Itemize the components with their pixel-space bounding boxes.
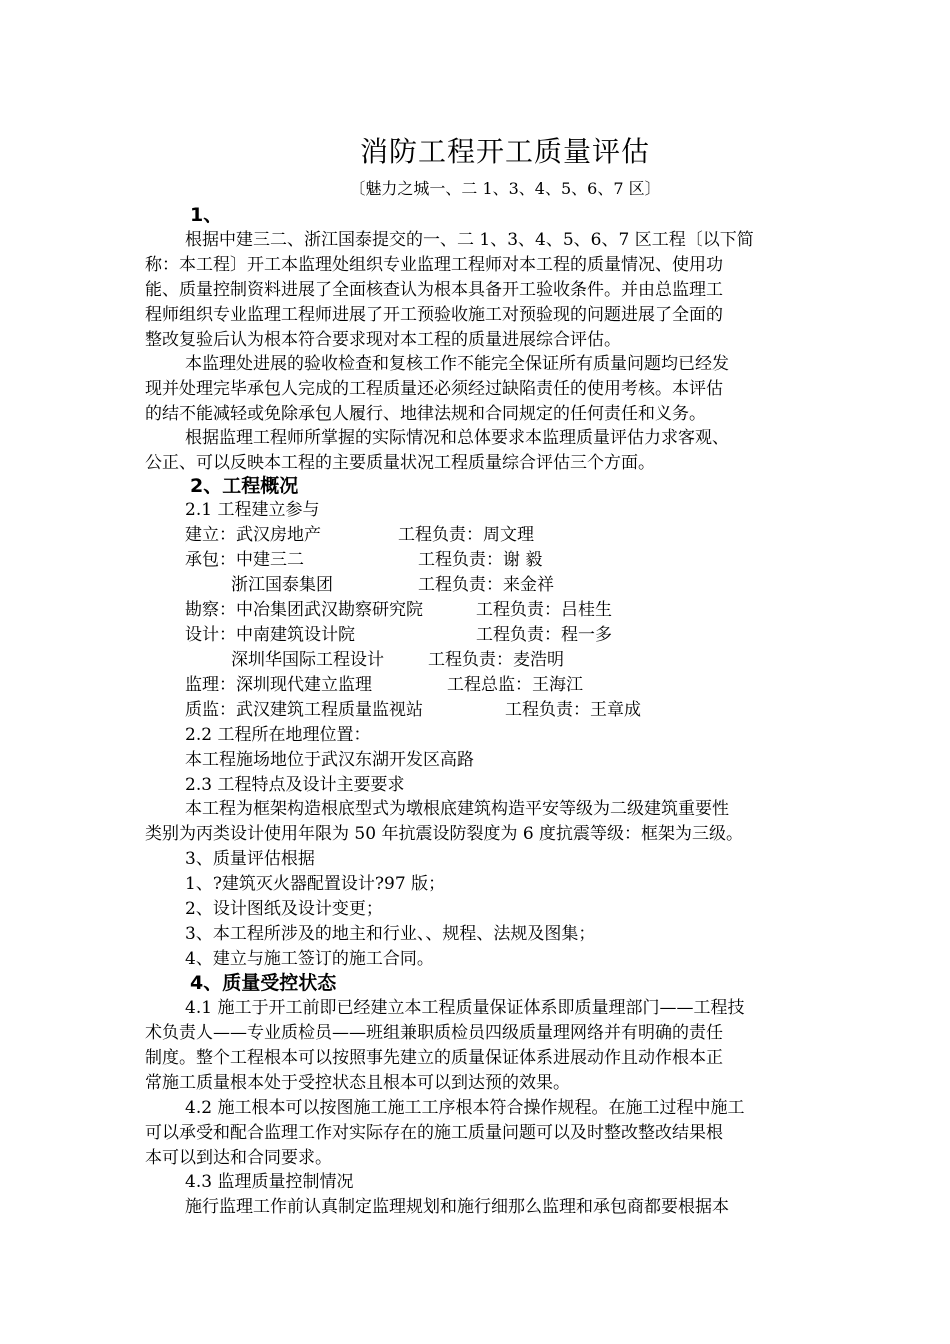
paragraph-line: 本工程为框架构造根底型式为墩根底建筑构造平安等级为二级建筑重要性 <box>185 799 729 819</box>
party-contact: 工程负责：周文理 <box>398 525 534 545</box>
party-contact: 工程负责：吕桂生 <box>476 600 612 620</box>
party-name: 承包：中建三二 <box>185 550 304 570</box>
party-name: 监理：深圳现代建立监理 <box>185 675 372 695</box>
paragraph-line: 可以承受和配合监理工作对实际存在的施工质量问题可以及时整改整改结果根 <box>145 1123 723 1143</box>
section-heading-1: 1、 <box>190 204 223 226</box>
party-contact: 工程负责：麦浩明 <box>428 650 564 670</box>
document-title: 消防工程开工质量评估 <box>359 135 650 168</box>
party-name: 勘察：中冶集团武汉勘察研究院 <box>185 600 423 620</box>
paragraph-line: 程师组织专业监理工程师进展了开工预验收施工对预验现的问题进展了全面的 <box>145 305 723 325</box>
party-name: 设计：中南建筑设计院 <box>185 625 355 645</box>
paragraph-line: 现并处理完毕承包人完成的工程质量还必须经过缺陷责任的使用考核。本评估 <box>145 379 723 399</box>
paragraph-line: 本工程施场地位于武汉东湖开发区高路 <box>185 750 474 770</box>
paragraph-line: 称：本工程〕开工本监理处组织专业监理工程师对本工程的质量情况、使用功 <box>145 255 723 275</box>
paragraph-line: 的结不能减轻或免除承包人履行、地律法规和合同规定的任何责任和义务。 <box>145 404 706 424</box>
paragraph-line: 能、质量控制资料进展了全面核查认为根本具备开工验收条件。并由总监理工 <box>145 280 723 300</box>
paragraph-line: 制度。整个工程根本可以按照事先建立的质量保证体系进展动作且动作根本正 <box>145 1048 723 1068</box>
party-name: 建立：武汉房地产 <box>185 525 321 545</box>
party-contact: 工程总监：王海江 <box>447 675 583 695</box>
paragraph-line: 根据中建三二、浙江国泰提交的一、二 1、3、4、5、6、7 区工程〔以下简 <box>185 230 754 250</box>
section-heading-4: 4、质量受控状态 <box>190 972 337 994</box>
party-contact: 工程负责：程一多 <box>476 625 612 645</box>
document-subtitle: 〔魅力之城一、二 1、3、4、5、6、7 区〕 <box>349 179 661 198</box>
paragraph-line: 公正、可以反映本工程的主要质量状况工程质量综合评估三个方面。 <box>145 453 655 473</box>
party-contact: 工程负责：谢 毅 <box>418 550 543 570</box>
subsection-title: 4.3 监理质量控制情况 <box>185 1172 354 1192</box>
list-item: 1、?建筑灭火器配置设计?97 版； <box>185 874 446 894</box>
paragraph-line: 施行监理工作前认真制定监理规划和施行细那么监理和承包商都要根据本 <box>185 1197 729 1217</box>
subsection-title: 3、质量评估根据 <box>185 849 315 869</box>
paragraph-line: 类别为丙类设计使用年限为 50 年抗震设防裂度为 6 度抗震等级：框架为三级。 <box>145 824 744 844</box>
party-name: 深圳华国际工程设计 <box>231 650 384 670</box>
party-name: 浙江国泰集团 <box>231 575 333 595</box>
paragraph-line: 术负责人——专业质检员——班组兼职质检员四级质量理网络并有明确的责任 <box>145 1023 723 1043</box>
list-item: 3、本工程所涉及的地主和行业、、规程、法规及图集； <box>185 924 596 944</box>
subsection-title: 2.1 工程建立参与 <box>185 500 320 520</box>
paragraph-line: 常施工质量根本处于受控状态且根本可以到达预的效果。 <box>145 1073 570 1093</box>
paragraph-line: 根据监理工程师所掌握的实际情况和总体要求本监理质量评估力求客观、 <box>185 428 729 448</box>
subsection-title: 2.2 工程所在地理位置： <box>185 725 371 745</box>
paragraph-line: 本可以到达和合同要求。 <box>145 1148 332 1168</box>
paragraph-line: 4.2 施工根本可以按图施工施工工序根本符合操作规程。在施工过程中施工 <box>185 1098 745 1118</box>
party-contact: 工程负责：来金祥 <box>418 575 554 595</box>
paragraph-line: 4.1 施工于开工前即已经建立本工程质量保证体系即质量理部门——工程技 <box>185 998 745 1018</box>
party-name: 质监：武汉建筑工程质量监视站 <box>185 700 423 720</box>
section-heading-2: 2、工程概况 <box>190 475 299 497</box>
list-item: 2、设计图纸及设计变更； <box>185 899 383 919</box>
paragraph-line: 整改复验后认为根本符合要求现对本工程的质量进展综合评估。 <box>145 330 621 350</box>
paragraph-line: 本监理处进展的验收检查和复核工作不能完全保证所有质量问题均已经发 <box>185 354 729 374</box>
list-item: 4、建立与施工签订的施工合同。 <box>185 949 434 969</box>
party-contact: 工程负责：王章成 <box>505 700 641 720</box>
subsection-title: 2.3 工程特点及设计主要要求 <box>185 775 405 795</box>
